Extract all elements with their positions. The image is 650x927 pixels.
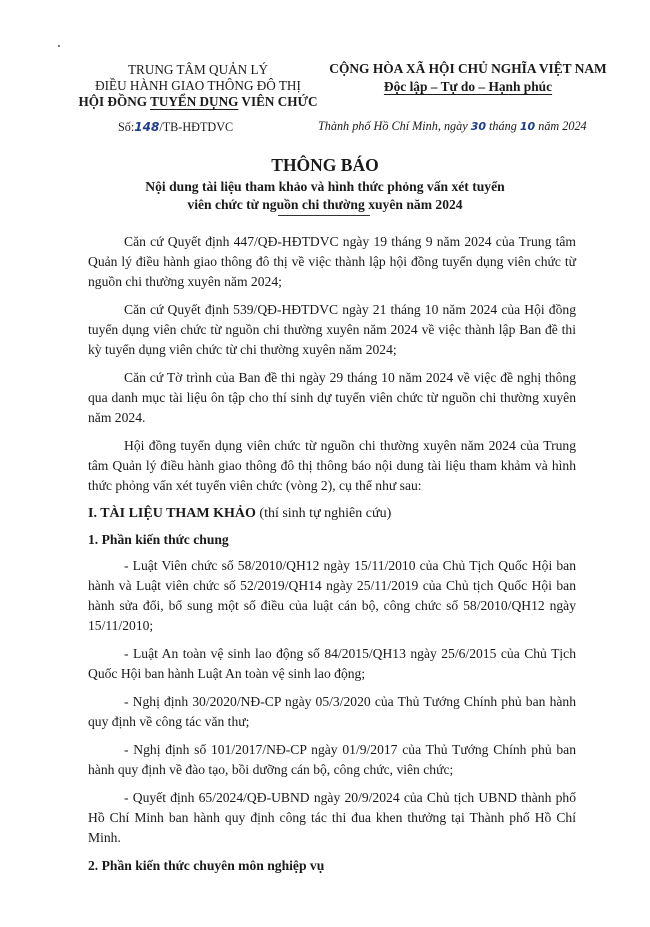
date-day-handwritten: 30 bbox=[470, 120, 486, 133]
agency-line-3-underlined: TUYỂN DỤNG bbox=[150, 94, 239, 109]
agency-line-2: ĐIỀU HÀNH GIAO THÔNG ĐÔ THỊ bbox=[95, 78, 301, 93]
section-heading-bold: I. TÀI LIỆU THAM KHẢO bbox=[88, 506, 256, 521]
agency-line-1: TRUNG TÂM QUẢN LÝ bbox=[127, 62, 269, 77]
basis-paragraph-2: Căn cứ Quyết định 539/QĐ-HĐTDVC ngày 21 tháng 10 năm 2024 của Hội đồng tuyển dụng viên chức từ nguồn chi thường xuyên năm 2024 về việc thành lập Ban đề thi kỳ tuyển dụng viên chức từ chi thường xuyên năm 2024; bbox=[88, 302, 576, 357]
national-heading bbox=[318, 60, 618, 96]
national-motto: Độc lập – Tự do – Hạnh phúc bbox=[383, 79, 553, 94]
reference-item: - Nghị định số 101/2017/NĐ-CP ngày 01/9/2017 của Thủ Tướng Chính phủ ban hành quy định về đào tạo, bồi dưỡng cán bộ, công chức, viên chức; bbox=[88, 742, 576, 777]
subtitle-line-2: viên chức từ nguồn chi thường xuyên năm 2024 bbox=[187, 197, 463, 212]
announcement-paragraph: Hội đồng tuyển dụng viên chức từ nguồn chi thường xuyên năm 2024 của Trung tâm Quản lý điều hành giao thông đô thị thông báo nội dung tài liệu tham khảm và hình thức phỏng vấn xét tuyển viên chức (vòng 2), cụ thể như sau: bbox=[88, 438, 576, 493]
reference-item: - Nghị định 30/2020/NĐ-CP ngày 05/3/2020 của Thủ Tướng Chính phủ ban hành quy định về công tác văn thư; bbox=[88, 694, 576, 729]
date-part-2: tháng bbox=[486, 119, 520, 133]
document-number bbox=[118, 120, 233, 135]
country-name: CỘNG HÒA XÃ HỘI CHỦ NGHĨA VIỆT NAM bbox=[329, 61, 607, 76]
scan-speck bbox=[58, 45, 60, 47]
basis-paragraph-1: Căn cứ Quyết định 447/QĐ-HĐTDVC ngày 19 tháng 9 năm 2024 của Trung tâm Quản lý điều hành giao thông đô thị về việc thành lập hội đồng tuyển dụng viên chức từ nguồn chi thường xuyên năm 2024; bbox=[88, 234, 576, 289]
page-title: THÔNG BÁO bbox=[271, 155, 379, 175]
section-heading-references bbox=[88, 504, 576, 524]
agency-line-3 bbox=[78, 94, 318, 110]
page-subtitle bbox=[90, 178, 560, 214]
subsection-general-knowledge: 1. Phần kiến thức chung bbox=[88, 532, 229, 547]
date-month-handwritten: 10 bbox=[519, 120, 536, 133]
date-part-1: Thành phố Hồ Chí Minh, ngày bbox=[318, 119, 471, 133]
agency-line-3-suffix: VIÊN CHỨC bbox=[238, 94, 318, 109]
doc-number-handwritten: 148 bbox=[134, 120, 160, 134]
reference-item: - Luật Viên chức số 58/2010/QH12 ngày 15/11/2010 của Chủ Tịch Quốc Hội ban hành và Luật viên chức số 52/2019/QH14 ngày 25/11/2019 của Chủ tịch Quốc Hội ban hành sửa đổi, bổ sung một số điều của luật cán bộ, công chức số 58/2010/QH12 ngày 15/11/2010; bbox=[88, 558, 576, 633]
date-part-3: năm 2024 bbox=[535, 119, 587, 133]
reference-item: - Luật An toàn vệ sinh lao động số 84/2015/QH13 ngày 25/6/2015 của Chủ Tịch Quốc Hội ban hành Luật An toàn vệ sinh lao động; bbox=[88, 646, 576, 681]
subtitle-divider bbox=[278, 215, 370, 216]
subsection-professional-knowledge: 2. Phần kiến thức chuyên môn nghiệp vụ bbox=[88, 858, 325, 873]
subtitle-line-1: Nội dung tài liệu tham khảo và hình thức phỏng vấn xét tuyển bbox=[145, 179, 505, 194]
reference-item: - Quyết định 65/2024/QĐ-UBND ngày 20/9/2024 của Chủ tịch UBND thành phố Hồ Chí Minh ban hành quy định công tác thi đua khen thưởng tại Thành phố Hồ Chí Minh. bbox=[88, 790, 576, 845]
document-date bbox=[318, 119, 618, 134]
basis-paragraph-3: Căn cứ Tờ trình của Ban đề thi ngày 29 tháng 10 năm 2024 về việc đề nghị thông qua danh mục tài liệu ôn tập cho thí sinh dự tuyển viên chức từ nguồn chi thường xuyên năm 2024. bbox=[88, 370, 576, 425]
agency-line-3-prefix: HỘI ĐỒNG bbox=[78, 94, 151, 109]
section-heading-note: (thí sinh tự nghiên cứu) bbox=[255, 506, 392, 521]
doc-number-prefix: Số: bbox=[118, 120, 135, 134]
document-body bbox=[88, 232, 576, 882]
issuing-agency bbox=[78, 62, 318, 110]
doc-number-suffix: /TB-HĐTDVC bbox=[159, 120, 234, 134]
